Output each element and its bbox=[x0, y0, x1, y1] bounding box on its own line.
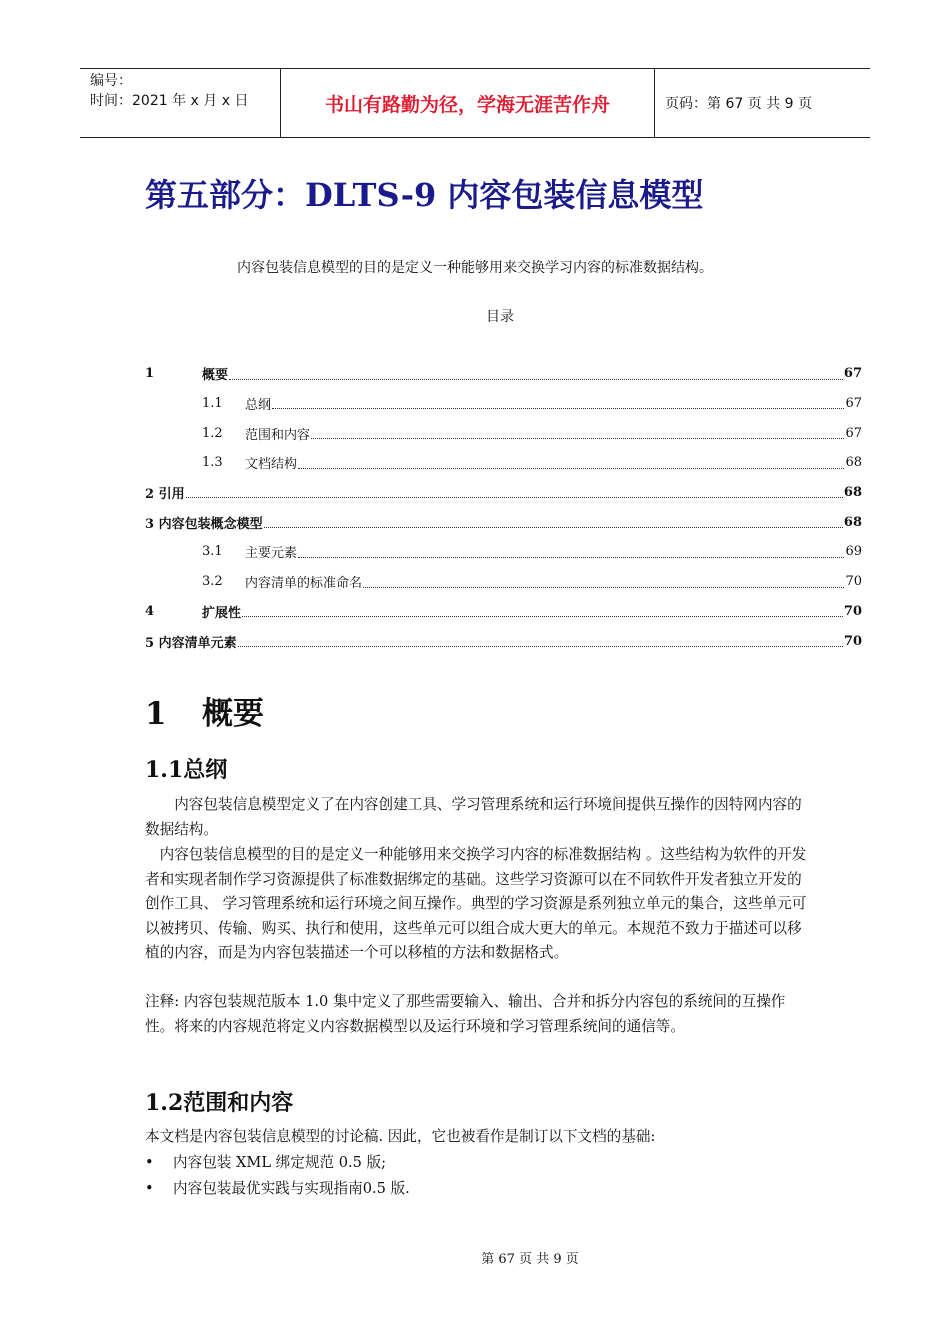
toc-entry-number: 1.1 bbox=[202, 396, 223, 412]
toc-entry-page: 67 bbox=[843, 366, 862, 382]
page-footer: 第 67 页 共 9 页 bbox=[481, 1252, 579, 1267]
paragraph: 内容包装信息模型的目的是定义一种能够用来交换学习内容的标准数据结构 。这些结构为软件的开发者和实现者制作学习资源提供了标准数据绑定的基础。这些学习资源可以在不同软件开发者独立开发的创作工具、 学习管理系统和运行环境之间互操作。典型的学习资源是系列独立单元的集合，这些单元可以被拷贝、传输、购买、执行和使用，这些单元可以组合成大更大的单元。本规范不致力于描述可以移植的内容，而是为内容包装描述一个可以移植的方法和数据格式。 bbox=[145, 846, 807, 961]
toc-leader bbox=[311, 437, 844, 439]
toc-entry-label: 总纲 bbox=[245, 398, 272, 414]
toc-leader bbox=[186, 496, 843, 498]
toc-entry-label: 2 引用 bbox=[145, 487, 185, 503]
toc-entry-label: 5 内容清单元素 bbox=[145, 635, 237, 651]
header-meta bbox=[80, 69, 281, 137]
toc-entry-label: 扩展性 bbox=[202, 605, 242, 621]
toc-entry-page: 70 bbox=[843, 603, 862, 619]
toc-entry-number: 4 bbox=[145, 603, 155, 619]
toc-entry[interactable] bbox=[145, 418, 862, 448]
toc-entry[interactable] bbox=[145, 597, 862, 627]
toc-entry-page: 67 bbox=[845, 425, 862, 441]
bullet-icon: • bbox=[145, 1154, 154, 1171]
toc-entry[interactable] bbox=[145, 448, 862, 478]
toc-entry-page: 69 bbox=[845, 544, 862, 560]
bullet-icon: • bbox=[145, 1180, 154, 1197]
date-label: 时间：2021 年 x 月 x 日 bbox=[90, 93, 249, 109]
list-item-text: 内容包装 XML 绑定规范 0.5 版; bbox=[173, 1154, 387, 1171]
page-header bbox=[80, 68, 870, 138]
toc-leader bbox=[363, 586, 844, 588]
table-of-contents bbox=[145, 359, 862, 656]
toc-entry-page: 70 bbox=[843, 633, 862, 649]
toc-leader bbox=[298, 467, 844, 469]
paragraph-note: 注释: 内容包装规范版本 1.0 集中定义了那些需要输入、输出、合并和拆分内容包的系统间的互操作性。将来的内容规范将定义内容数据模型以及运行环境和学习管理系统间的通信等。 bbox=[145, 993, 786, 1035]
document-title: 第五部分：DLTS-9 内容包装信息模型 bbox=[145, 176, 704, 214]
toc-entry-number: 3.1 bbox=[202, 544, 223, 560]
bullet-list bbox=[145, 1150, 410, 1202]
toc-entry-page: 68 bbox=[845, 455, 862, 471]
list-item bbox=[145, 1150, 410, 1176]
toc-entry[interactable] bbox=[145, 567, 862, 597]
toc-entry-number: 1 bbox=[145, 366, 155, 382]
section-heading bbox=[145, 688, 264, 733]
paragraph: 内容包装信息模型定义了在内容创建工具、学习管理系统和运行环境间提供互操作的因特网内容的数据结构。 bbox=[145, 796, 802, 838]
toc-entry-label: 文档结构 bbox=[245, 457, 298, 473]
toc-entry-page: 68 bbox=[843, 485, 862, 501]
toc-entry-label: 范围和内容 bbox=[245, 427, 311, 443]
subsection-heading-1-2: 1.2范围和内容 bbox=[145, 1090, 294, 1116]
toc-entry[interactable] bbox=[145, 359, 862, 389]
toc-entry-number: 3.2 bbox=[202, 574, 223, 590]
toc-leader bbox=[272, 407, 844, 409]
header-motto: 书山有路勤为径，学海无涯苦作舟 bbox=[281, 69, 655, 137]
toc-entry-label: 内容清单的标准命名 bbox=[245, 576, 363, 592]
toc-entry-label: 主要元素 bbox=[245, 546, 298, 562]
toc-entry[interactable] bbox=[145, 507, 862, 537]
number-label: 编号： bbox=[90, 73, 132, 89]
toc-entry-label: 概要 bbox=[202, 368, 229, 384]
toc-entry-label: 3 内容包装概念模型 bbox=[145, 516, 263, 532]
toc-leader bbox=[242, 615, 843, 617]
toc-entry-number: 1.2 bbox=[202, 425, 223, 441]
toc-title: 目录 bbox=[486, 309, 514, 325]
toc-leader bbox=[298, 556, 844, 558]
toc-entry[interactable] bbox=[145, 389, 862, 419]
subsection-heading-1-1: 1.1总纲 bbox=[145, 757, 228, 783]
list-item bbox=[145, 1176, 410, 1202]
list-item-text: 内容包装最优实践与实现指南0.5 版. bbox=[173, 1180, 410, 1197]
intro-text: 内容包装信息模型的目的是定义一种能够用来交换学习内容的标准数据结构。 bbox=[237, 260, 713, 276]
toc-entry[interactable] bbox=[145, 537, 862, 567]
section-number: 1 bbox=[145, 696, 167, 732]
toc-entry-page: 70 bbox=[845, 574, 862, 590]
section-title: 概要 bbox=[202, 696, 264, 732]
toc-leader bbox=[264, 526, 843, 528]
toc-entry-page: 68 bbox=[843, 514, 862, 530]
toc-entry[interactable] bbox=[145, 626, 862, 656]
header-page-info: 页码：第 67 页 共 9 页 bbox=[665, 96, 812, 112]
toc-entry[interactable] bbox=[145, 478, 862, 508]
toc-entry-number: 1.3 bbox=[202, 455, 223, 471]
paragraph: 本文档是内容包装信息模型的讨论稿. 因此，它也被看作是制订以下文档的基础: bbox=[145, 1128, 656, 1145]
toc-entry-page: 67 bbox=[845, 396, 862, 412]
toc-leader bbox=[229, 378, 843, 380]
toc-leader bbox=[238, 645, 843, 647]
